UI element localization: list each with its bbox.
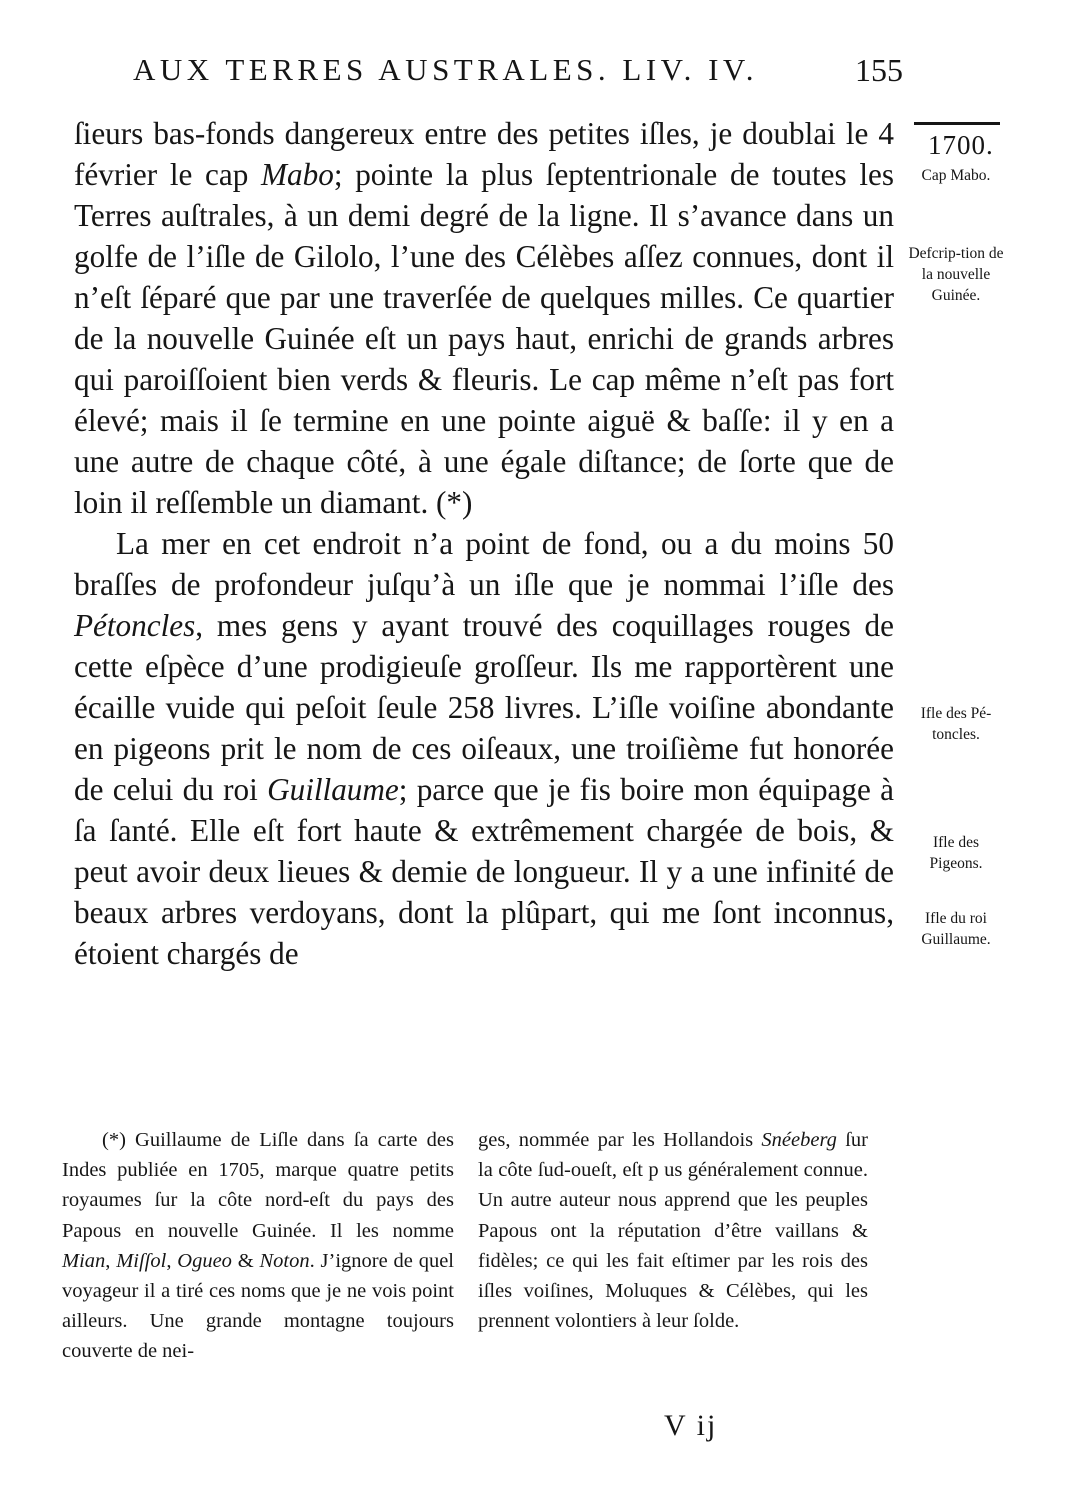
- fn-right-sneeberg: Snéeberg: [761, 1129, 837, 1151]
- main-text: [74, 113, 894, 974]
- running-title: AUX TERRES AUSTRALES. LIV. IV.: [133, 52, 759, 87]
- margin-note-cap-mabo: Cap Mabo.: [921, 167, 991, 184]
- fn-left-a: (*) Guillaume de Liſle dans ſa carte des Indes publiée en 1705, marque quatre petits royaumes ſur la côte nord-eſt du pays des Papous en nouvelle Guinée. Il les nomme: [62, 1129, 454, 1242]
- footnote-right-column: [478, 1125, 868, 1336]
- fn-left-noton: Noton: [259, 1249, 310, 1272]
- p2-text-c: , mes gens y ayant trouvé des coquillages rouges de cette eſpèce d’une prodigieuſe groſſeur. Ils me rapportèrent une écaille vuide qui peſoit ſeule 258 livres. L’iſle voiſine abondante en pigeons prit le nom de ces oiſeaux, une troiſième fut honorée de celui du roi: [74, 608, 894, 807]
- fn-left-g: &: [231, 1249, 260, 1272]
- p1-text-c: ; pointe la plus ſeptentrionale de toutes les Terres auſtrales, à un demi degré de la ligne. Il s’avance dans un golfe de l’iſle de Gilolo, l’une des Célèbes aſſez connues, dont il n’eſt ſéparé que par une traverſée de quelques milles. Ce quartier de la nouvelle Guinée eſt un pays haut, enrichi de grands arbres qui paroiſſoient bien verds & fleuris. Le cap même n’eſt pas fort élevé; mais il ſe termine en une pointe aiguë & baſſe: il y en a une autre de chaque côté, à une égale diſtance; de ſorte que de loin il reſſemble un diamant. (*): [74, 157, 894, 520]
- fn-right-c: ſur la côte ſud-oueſt, eſt p us généralement connue. Un autre auteur nous apprend que les peuples Papous ont la réputation d’être vaillans & fidèles; ce qui les fait eſtimer par les rois des iſles voiſines, Moluques & Célèbes, qui les prennent volontiers à leur ſolde.: [478, 1129, 868, 1333]
- margin-year: 1700.: [928, 130, 994, 160]
- fn-left-e: ,: [166, 1249, 178, 1272]
- fn-left-c: ,: [105, 1249, 117, 1272]
- fn-right-a: ges, nommée par les Hollandois: [478, 1129, 762, 1151]
- p2-text-a: La mer en cet endroit n’a point de fond, ou a du moins 50 braſſes de profondeur juſqu’à un iſle que je nommai l’iſle des: [74, 526, 894, 602]
- fn-left-missol: Miſſol: [116, 1249, 167, 1272]
- margin-note-pigeons: Ifle des Pigeons.: [929, 834, 983, 872]
- page-number: 155: [855, 52, 903, 88]
- margin-rule: [914, 122, 1000, 125]
- paragraph-1: [74, 113, 894, 523]
- fn-left-mian: Mian: [62, 1249, 106, 1272]
- margin-note-description: Defcrip-tion de la nouvelle Guinée.: [908, 245, 1004, 304]
- paragraph-2: [74, 523, 894, 974]
- margin-note-guillaume: Ifle du roi Guillaume.: [921, 910, 991, 948]
- p1-text-a: ſieurs bas-fonds dangereux entre des petites iſles, je doublai le 4 février le cap: [74, 116, 894, 192]
- margin-note-petoncles: Ifle des Pé-toncles.: [920, 705, 992, 743]
- signature-mark: V ij: [664, 1409, 718, 1442]
- p2-petoncles: Pétoncles: [74, 608, 196, 643]
- footnote-left-column: [62, 1125, 454, 1367]
- p2-text-e: ; parce que je fis boire mon équipage à ſa ſanté. Elle eſt fort haute & extrêmement chargée de bois, & peut avoir deux lieues & demie de longueur. Il y a une infinité de beaux arbres verdoyans, dont la plûpart, qui me ſont inconnus, étoient chargés de: [74, 772, 894, 971]
- footnote-right-paragraph: [478, 1125, 868, 1336]
- fn-left-i: . J’ignore de quel voyageur il a tiré ces noms que je ne vois point ailleurs. Une grande montagne toujours couverte de nei-: [62, 1249, 454, 1363]
- fn-left-ogueo: Ogueo: [177, 1249, 232, 1272]
- p2-guillaume: Guillaume: [267, 772, 399, 807]
- running-head: [133, 52, 903, 98]
- footnote-left-paragraph: [62, 1125, 454, 1367]
- p1-cap-mabo: Mabo: [261, 157, 334, 192]
